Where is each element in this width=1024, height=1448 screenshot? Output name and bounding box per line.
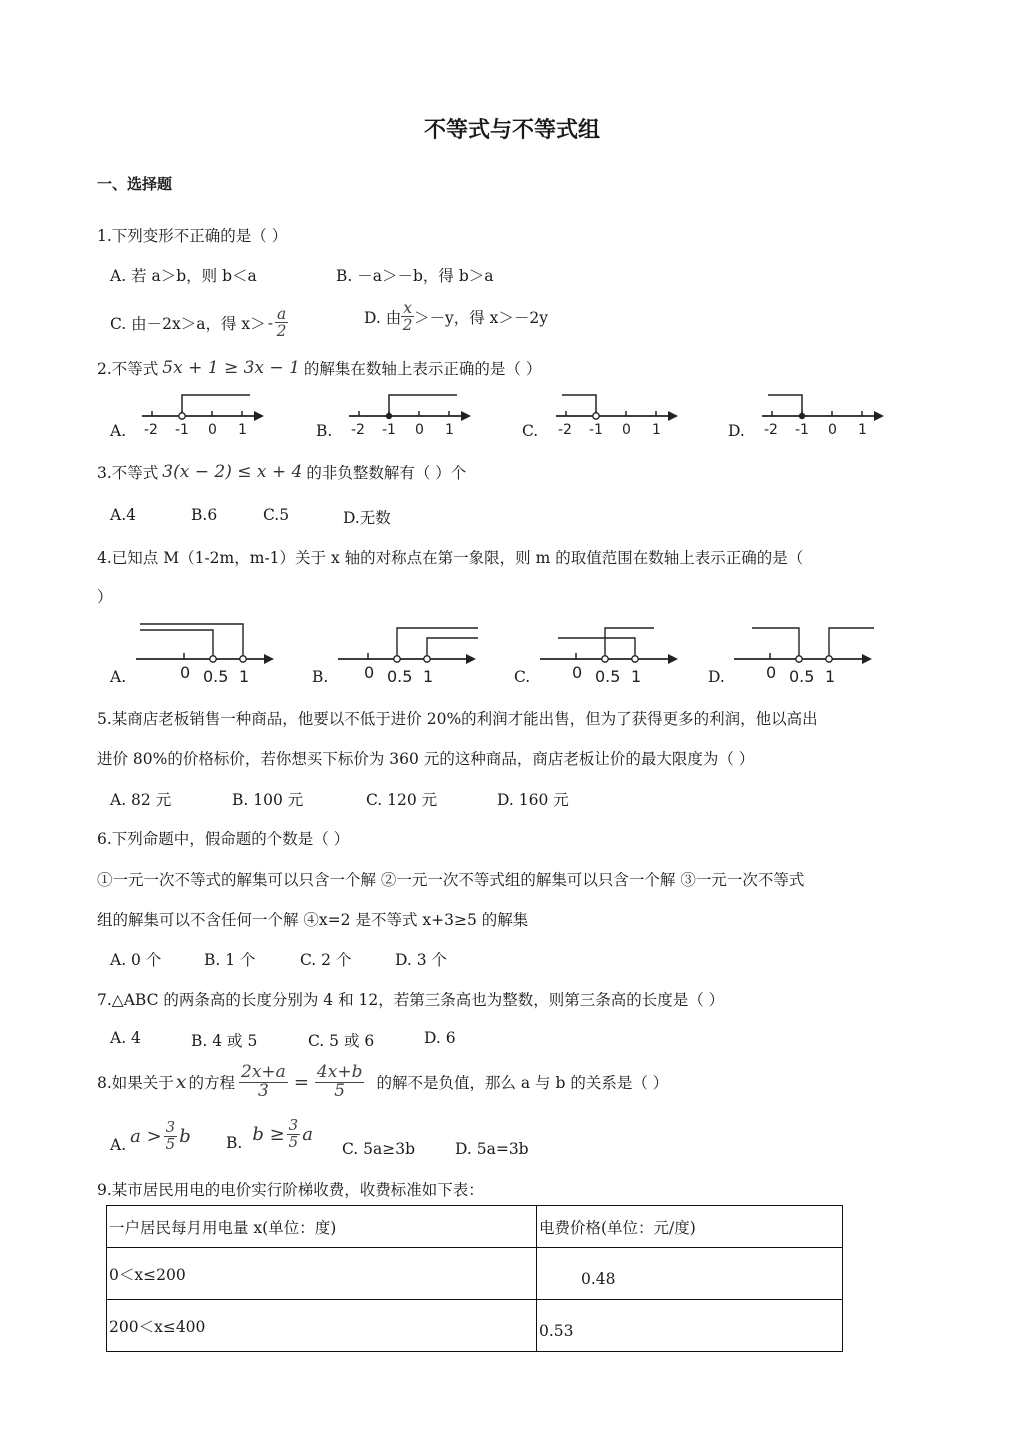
question-7-stem: 7.△ABC 的两条高的长度分别为 4 和 12，若第三条高也为整数，则第三条高的长度是（ ） [97, 991, 725, 1009]
fraction-denominator: 3 [258, 1080, 269, 1101]
q2-inequality: 5x + 1 ≥ 3x − 1 [162, 358, 300, 378]
q1-option-a: A. 若 a＞b，则 b＜a [110, 267, 257, 285]
tick-label: 0 [208, 422, 217, 438]
q7-option-c: C. 5 或 6 [308, 1032, 375, 1050]
solution-ray [768, 395, 802, 416]
q1-option-c [110, 306, 288, 340]
q8-variable: x [175, 1071, 187, 1094]
open-point [179, 413, 185, 419]
solution-ray [427, 638, 478, 656]
table-cell: 200＜x≤400 [107, 1300, 537, 1352]
arrow-icon [862, 654, 872, 664]
arrow-icon [874, 411, 884, 421]
q4-number-line-d [734, 620, 879, 688]
q3-stem-pre: 3.不等式 [97, 464, 159, 482]
q3-option-b: B.6 [191, 506, 218, 524]
table-cell: 0.53 [537, 1300, 843, 1352]
q5-option-d: D. 160 元 [497, 791, 569, 809]
tick-label: 1 [858, 422, 867, 438]
q3-inequality: 3(x − 2) ≤ x + 4 [162, 462, 303, 482]
q8-option-c: C. 5a≥3b [342, 1140, 416, 1158]
table-row [107, 1248, 843, 1300]
table-header-cell: 一户居民每月用电量 x(单位：度) [107, 1206, 537, 1248]
q4-label-a: A. [110, 668, 127, 686]
tick-label: 0.5 [387, 667, 413, 686]
page-title: 不等式与不等式组 [423, 117, 600, 143]
table-cell: 0.48 [537, 1248, 843, 1300]
tick-label: 1 [238, 422, 247, 438]
table-cell: 0＜x≤200 [107, 1248, 537, 1300]
tick-label: -1 [382, 422, 396, 438]
fraction-denominator: 5 [334, 1080, 346, 1101]
tick-label: -2 [144, 422, 158, 438]
q4-label-c: C. [514, 668, 531, 686]
table-header-row [107, 1206, 843, 1248]
tick-label: 0 [766, 663, 777, 682]
question-6-line2: 组的解集可以不含任何一个解 ④x=2 是不等式 x+3≥5 的解集 [97, 911, 529, 929]
tick-label: -2 [351, 422, 365, 438]
fraction-denominator: 5 [288, 1132, 299, 1151]
q8-eq-left-fraction [239, 1064, 288, 1101]
question-9-stem: 9.某市居民用电的电价实行阶梯收费，收费标准如下表： [97, 1181, 484, 1199]
tick-label: 1 [631, 667, 642, 686]
q7-option-b: B. 4 或 5 [191, 1032, 258, 1050]
arrow-icon [668, 411, 678, 421]
question-3-stem [97, 461, 466, 483]
q4-label-d: D. [708, 668, 725, 686]
q1-option-c-fraction [275, 306, 288, 340]
q1-option-d [364, 300, 548, 334]
solution-ray [182, 395, 250, 413]
q6-option-a: A. 0 个 [110, 951, 162, 969]
arrow-icon [461, 411, 471, 421]
q6-option-b: B. 1 个 [204, 951, 256, 969]
q8-option-a-rhs: b [179, 1125, 191, 1147]
q2-number-line-b [337, 385, 477, 440]
question-4-stem-line2: ） [97, 588, 113, 606]
fraction-numerator: 4x+b [316, 1062, 363, 1082]
solution-ray [605, 628, 654, 656]
q1-option-d-fraction [401, 300, 414, 334]
table-header-cell: 电费价格(单位：元/度) [537, 1206, 843, 1248]
q6-option-d: D. 3 个 [395, 951, 448, 969]
fraction-numerator: x [403, 299, 412, 317]
tick-label: 0 [828, 422, 837, 438]
q2-number-line-c [544, 385, 684, 440]
q2-stem-post: 的解集在数轴上表示正确的是（ ） [303, 360, 542, 378]
q1-option-b: B. －a＞－b，得 b＞a [336, 267, 494, 285]
q7-option-d: D. 6 [424, 1029, 456, 1047]
fraction-denominator: 5 [165, 1134, 176, 1153]
q2-label-c: C. [522, 422, 539, 440]
open-point [240, 656, 246, 662]
tick-label: -1 [175, 422, 189, 438]
tick-label: 0 [572, 663, 583, 682]
q8-option-d: D. 5a=3b [455, 1140, 529, 1158]
arrow-icon [466, 654, 476, 664]
section-heading: 一、选择题 [97, 175, 173, 193]
q8-eq-right-fraction [315, 1064, 365, 1101]
q1-option-c-text: C. 由－2x＞a，得 x＞ [110, 314, 266, 333]
tick-label: 1 [445, 422, 454, 438]
fraction-denominator: 2 [402, 316, 413, 335]
q8-option-b-rhs: a [302, 1123, 313, 1145]
q3-option-d: D.无数 [343, 509, 391, 527]
tick-label: 1 [239, 667, 250, 686]
fraction-numerator: 2x+a [241, 1062, 286, 1082]
solution-ray [562, 395, 596, 413]
q2-label-d: D. [728, 422, 745, 440]
open-point [796, 656, 802, 662]
closed-point [799, 413, 805, 419]
tick-label: -2 [764, 422, 778, 438]
q8-option-a-label: A. [110, 1136, 127, 1154]
fraction-numerator: 3 [288, 1115, 299, 1134]
tick-label: 0 [364, 663, 375, 682]
q4-number-line-b [338, 620, 483, 688]
q3-option-a: A.4 [110, 506, 136, 524]
fraction-numerator: 3 [165, 1117, 176, 1136]
q8-option-b [226, 1116, 313, 1152]
solution-ray [752, 628, 799, 656]
question-6-line1: ①一元一次不等式的解集可以只含一个解 ②一元一次不等式组的解集可以只含一个解 ③一元一次不等式 [97, 871, 805, 889]
solution-ray [389, 395, 457, 416]
tick-label: 1 [825, 667, 836, 686]
q7-option-a: A. 4 [110, 1029, 141, 1047]
q4-number-line-a [136, 620, 281, 688]
open-point [826, 656, 832, 662]
tick-label: 0 [180, 663, 191, 682]
q2-label-a: A. [110, 422, 127, 440]
tick-label: 1 [423, 667, 434, 686]
q1-option-d-post: ＞－y，得 x＞－2y [413, 308, 549, 327]
fraction-denominator: 2 [276, 322, 287, 341]
q3-option-c: C.5 [263, 506, 290, 524]
question-8-stem [97, 1064, 668, 1101]
q8-option-b-fraction [287, 1115, 301, 1151]
q5-option-b: B. 100 元 [232, 791, 304, 809]
solution-ray [140, 630, 213, 656]
q8-stem-post: 的解不是负值，那么 a 与 b 的关系是（ ） [376, 1074, 669, 1093]
q1-option-c-sign: - [267, 313, 273, 332]
tick-label: -1 [589, 422, 603, 438]
table-row [107, 1300, 843, 1352]
arrow-icon [668, 654, 678, 664]
tick-label: -2 [558, 422, 572, 438]
solution-ray [558, 638, 635, 656]
tick-label: 1 [652, 422, 661, 438]
tick-label: 0.5 [789, 667, 815, 686]
q8-equals: = [293, 1071, 309, 1093]
open-point [424, 656, 430, 662]
q3-stem-post: 的非负整数解有（ ）个 [306, 464, 467, 482]
open-point [210, 656, 216, 662]
question-2-stem [97, 357, 541, 379]
q8-option-a [110, 1118, 191, 1154]
open-point [602, 656, 608, 662]
question-5-line2: 进价 80%的价格标价，若你想买下标价为 360 元的这种商品，商店老板让价的最大限度为（ ） [97, 750, 755, 768]
closed-point [386, 413, 392, 419]
arrow-icon [264, 654, 274, 664]
question-1-stem: 1.下列变形不正确的是（ ） [97, 227, 288, 245]
fraction-numerator: a [276, 305, 287, 323]
q8-stem-mid: 的方程 [188, 1074, 236, 1093]
solution-ray [140, 624, 243, 656]
q4-label-b: B. [312, 668, 329, 686]
q8-option-a-lhs: a > [130, 1125, 162, 1147]
tick-label: 0 [622, 422, 631, 438]
open-point [593, 413, 599, 419]
q8-option-b-label: B. [226, 1134, 243, 1152]
q2-number-line-a [130, 385, 270, 440]
open-point [394, 656, 400, 662]
q5-option-c: C. 120 元 [366, 791, 438, 809]
q8-option-a-fraction [164, 1117, 178, 1153]
electricity-fee-table [106, 1205, 843, 1352]
q6-option-c: C. 2 个 [300, 951, 352, 969]
q8-option-b-lhs: b ≥ [252, 1123, 285, 1145]
q1-option-d-pre: D. 由 [364, 308, 402, 327]
arrow-icon [254, 411, 264, 421]
tick-label: 0 [415, 422, 424, 438]
tick-label: 0.5 [595, 667, 621, 686]
question-5-line1: 5.某商店老板销售一种商品，他要以不低于进价 20%的利润才能出售，但为了获得更多的利润，他以高出 [97, 710, 818, 728]
q8-stem-pre: 8.如果关于 [97, 1074, 174, 1093]
q2-label-b: B. [316, 422, 333, 440]
question-6-stem: 6.下列命题中，假命题的个数是（ ） [97, 830, 350, 848]
q2-stem-pre: 2.不等式 [97, 360, 159, 378]
q4-number-line-c [540, 620, 685, 688]
q5-option-a: A. 82 元 [110, 791, 172, 809]
q2-number-line-d [750, 385, 890, 440]
tick-label: -1 [795, 422, 809, 438]
open-point [632, 656, 638, 662]
solution-ray [829, 628, 874, 656]
solution-ray [397, 628, 478, 656]
tick-label: 0.5 [203, 667, 229, 686]
question-4-stem-line1: 4.已知点 M（1-2m，m-1）关于 x 轴的对称点在第一象限，则 m 的取值范围在数轴上表示正确的是（ [97, 549, 804, 567]
